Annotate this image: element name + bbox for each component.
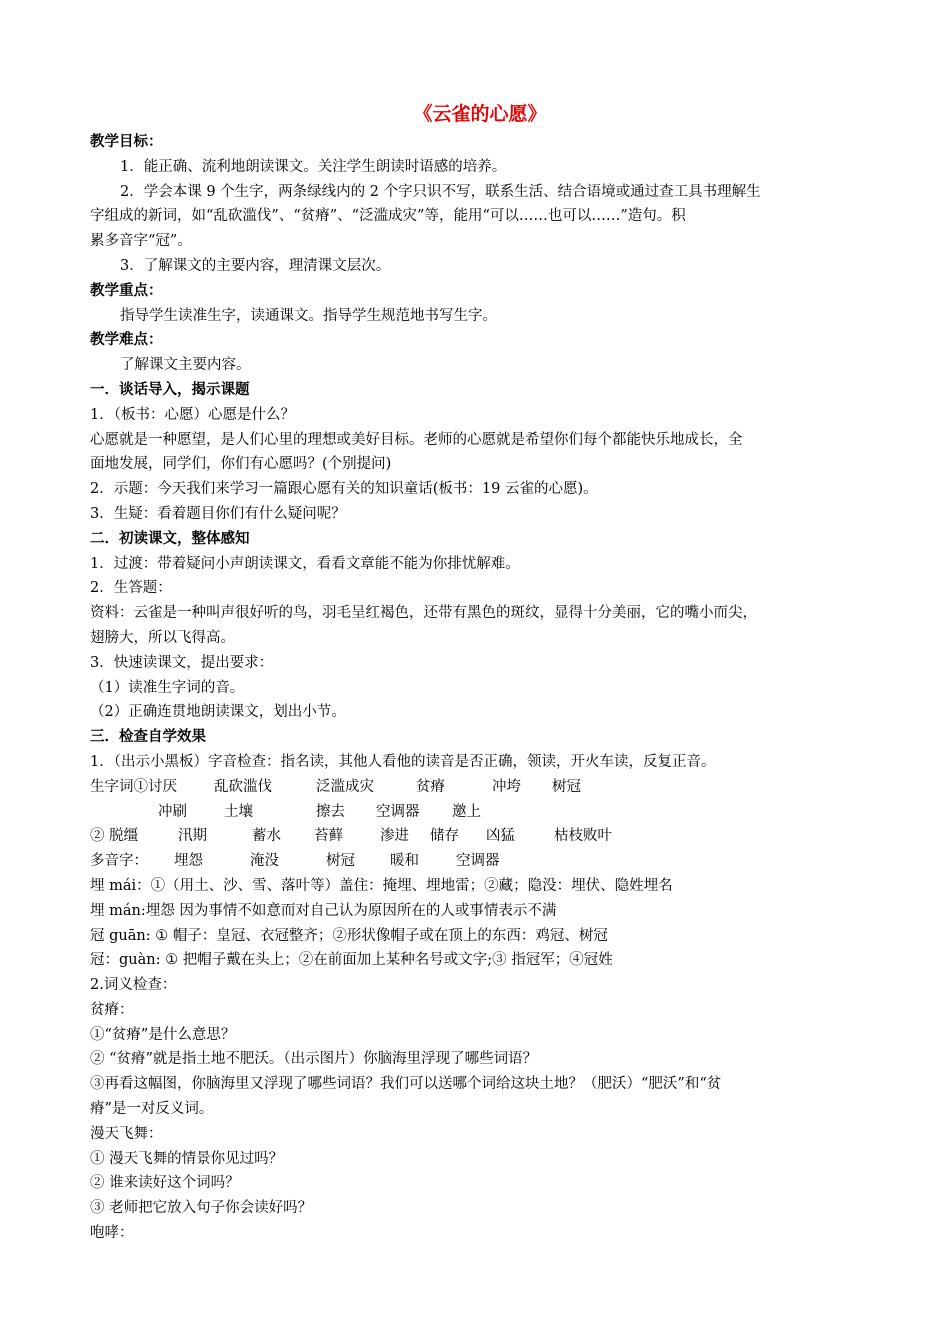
s2-line-4: 3．快速读课文，提出要求： [90, 654, 274, 671]
word: 空调器 [376, 803, 420, 820]
word: 多音字： [90, 853, 148, 870]
pinji-q1: ①“贫瘠”是什么意思？ [90, 1026, 236, 1043]
s2-line-2: 2．生答题： [90, 580, 172, 597]
word: 储存 [430, 828, 459, 845]
polyphone-guan1: 冠 guān: ① 帽子：皇冠、衣冠整齐；②形状像帽子或在顶上的东西：鸡冠、树冠 [90, 927, 608, 944]
document-title: 《云雀的心愿》 [413, 103, 547, 125]
word: 暖和 [390, 853, 419, 870]
word: 乱砍滥伐 [214, 778, 272, 795]
s1-line-1: 1．（板书：心愿）心愿是什么？ [90, 406, 295, 423]
word: 邀上 [452, 803, 481, 820]
word: 渗进 [380, 828, 409, 845]
word: 埋怨 [174, 853, 203, 870]
s1-line-3: 2．示题：今天我们来学习一篇跟心愿有关的知识童话(板书：19 云雀的心愿)。 [90, 481, 598, 498]
document-page [90, 98, 870, 1246]
word: 凶猛 [486, 828, 515, 845]
goal-2-line-3: 累多音字“冠”。 [90, 233, 192, 250]
s2-line-1: 1．过渡：带着疑问小声朗读课文，看看文章能不能为你排忧解难。 [90, 555, 520, 572]
word-row-4 [90, 849, 870, 874]
word: 空调器 [456, 853, 500, 870]
section-2-heading: 二．初读课文，整体感知 [90, 529, 250, 547]
word: 泛滥成灾 [316, 778, 374, 795]
word: 枯枝败叶 [554, 828, 612, 845]
pinji-q3b: 瘠”是一对反义词。 [90, 1101, 214, 1118]
s2-line-3b: 翅膀大，所以飞得高。 [90, 629, 235, 646]
s3-line-1: 1．（出示小黑板）字音检查：指名读，其他人看他的读音是否正确，领读，开火车读，反复正音。 [90, 753, 716, 770]
s2-line-5: （1）读准生字词的音。 [90, 679, 245, 696]
goals-heading: 教学目标： [90, 133, 163, 150]
word: ② 脱缰 [90, 828, 139, 845]
pinji-q3a: ③再看这幅图，你脑海里又浮现了哪些词语？我们可以送哪个词给这块土地？（肥沃）“肥沃”和“贫 [90, 1076, 722, 1093]
word: 贫瘠 [416, 778, 445, 795]
word: 生字词①讨厌 [90, 778, 177, 795]
goal-1: 1．能正确、流利地朗读课文。关注学生朗读时语感的培养。 [120, 158, 507, 175]
polyphone-man: 埋 mán:埋怨 因为事情不如意而对自己认为原因所在的人或事情表示不满 [90, 902, 557, 919]
word-paoxiao: 咆哮： [90, 1225, 134, 1242]
difficulty-text: 了解课文主要内容。 [120, 357, 251, 374]
s3-line-2: 2.词义检查： [90, 977, 177, 994]
key-text: 指导学生读准生字，读通课文。指导学生规范地书写生字。 [120, 307, 497, 324]
s1-line-2b: 面地发展，同学们，你们有心愿吗？(个别提问) [90, 456, 392, 473]
word: 冲垮 [492, 778, 521, 795]
word: 擦去 [316, 803, 345, 820]
word: 淹没 [250, 853, 279, 870]
mantian-q1: ① 漫天飞舞的情景你见过吗？ [90, 1150, 284, 1167]
word: 土壤 [224, 803, 253, 820]
word: 汛期 [178, 828, 207, 845]
word-row-1 [90, 775, 870, 800]
goal-3: 3．了解课文的主要内容，理清课文层次。 [120, 257, 391, 274]
s2-line-6: （2）正确连贯地朗读课文，划出小节。 [90, 704, 346, 721]
mantian-q3: ③ 老师把它放入句子你会读好吗？ [90, 1200, 313, 1217]
s1-line-2a: 心愿就是一种愿望，是人们心里的理想或美好目标。老师的心愿就是希望你们每个都能快乐地成长，全 [90, 431, 743, 448]
goal-2-line-2: 字组成的新词，如“乱砍滥伐”、“贫瘠”、“泛滥成灾”等，能用“可以……也可以……”造句。积 [90, 208, 686, 225]
goal-2-line-1: 2．学会本课 9 个生字，两条绿线内的 2 个字只识不写，联系生活、结合语境或通过查工具书理解生 [120, 183, 761, 200]
word-pinji: 贫瘠： [90, 1001, 134, 1018]
word-row-3 [90, 824, 870, 849]
word: 树冠 [326, 853, 355, 870]
pinji-q2: ② “贫瘠”就是指土地不肥沃。（出示图片）你脑海里浮现了哪些词语？ [90, 1051, 538, 1068]
word: 树冠 [552, 778, 581, 795]
section-3-heading: 三．检查自学效果 [90, 728, 206, 746]
word-mantianfeiwu: 漫天飞舞： [90, 1125, 163, 1142]
s1-line-4: 3．生疑：看着题目你们有什么疑问呢？ [90, 505, 346, 522]
section-1-heading: 一．谈话导入，揭示课题 [90, 380, 250, 398]
word: 苔藓 [314, 828, 343, 845]
polyphone-mai: 埋 mái：①（用土、沙、雪、落叶等）盖住：掩埋、埋地雷；②藏；隐没：埋伏、隐姓埋名 [90, 877, 673, 894]
polyphone-guan4: 冠：guàn: ① 把帽子戴在头上；②在前面加上某种名号或文字;③ 指冠军；④冠姓 [90, 952, 613, 969]
word: 冲刷 [158, 803, 187, 820]
word-row-2 [90, 800, 870, 825]
difficulty-heading: 教学难点： [90, 331, 163, 349]
mantian-q2: ② 谁来读好这个词吗？ [90, 1175, 240, 1192]
s2-line-3a: 资料：云雀是一种叫声很好听的鸟，羽毛呈红褐色，还带有黑色的斑纹，显得十分美丽，它的嘴小而尖， [90, 605, 757, 622]
word: 蓄水 [252, 828, 281, 845]
key-heading: 教学重点： [90, 281, 163, 299]
